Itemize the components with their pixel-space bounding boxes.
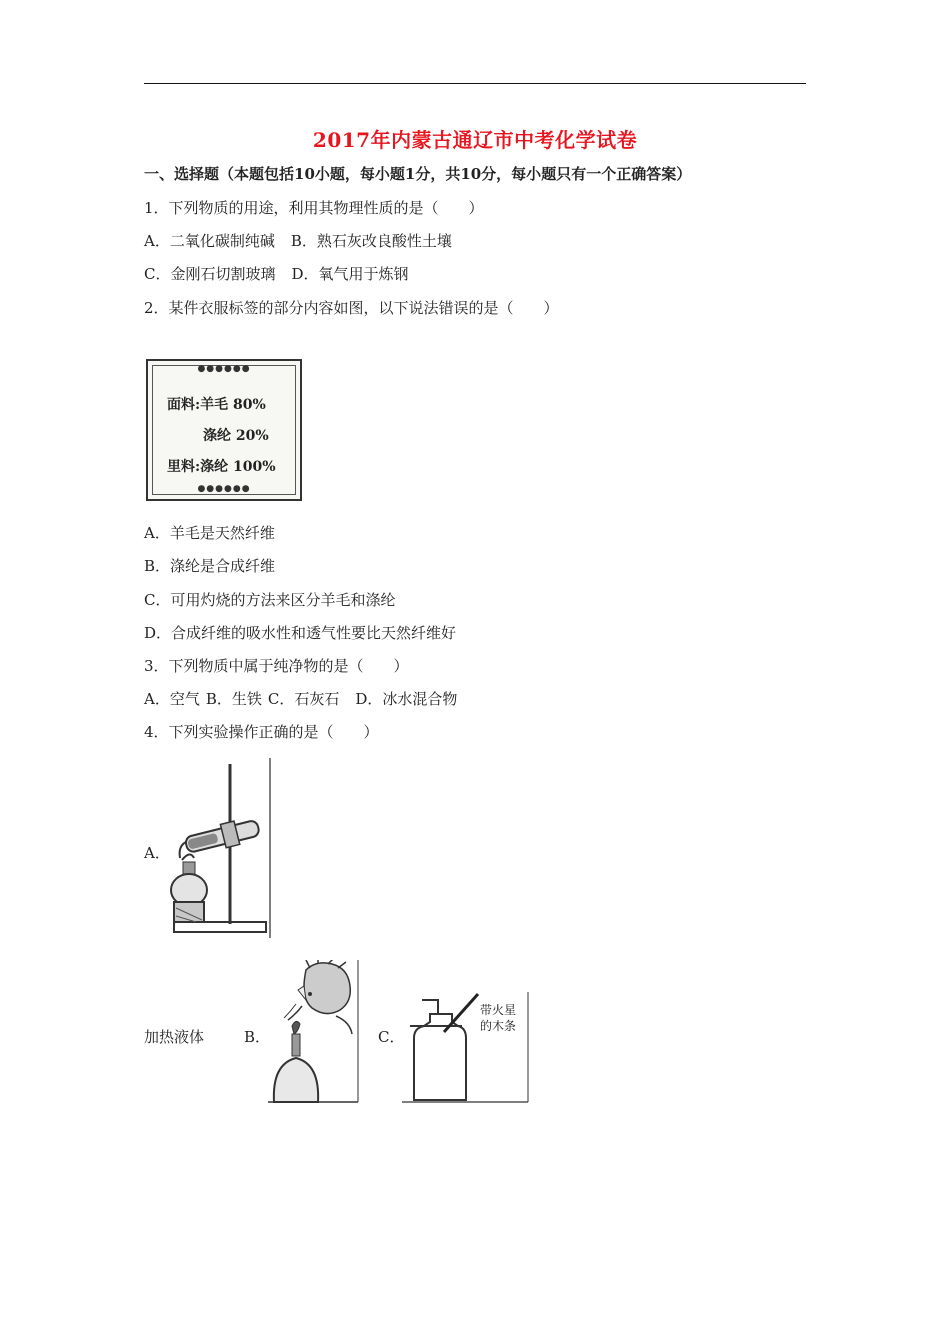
label-row-lining: 里料:涤纶 100% (167, 459, 276, 475)
question-1-option-b: B．熟石灰改良酸性土壤 (290, 232, 452, 250)
person-head (304, 963, 350, 1014)
question-2-option-d: D．合成纤维的吸水性和透气性要比天然纤维好 (144, 624, 457, 642)
splint-annotation-2: 的木条 (480, 1019, 517, 1033)
test-tube (184, 816, 262, 857)
delivery-tube (422, 1000, 438, 1014)
question-1-options-ab (144, 230, 452, 251)
question-2-stem: 2．某件衣服标签的部分内容如图，以下说法错误的是（ ） (144, 299, 559, 317)
question-1-stem: 1．下列物质的用途，利用其物理性质的是（ ） (144, 199, 484, 217)
question-1-option-d: D．氧气用于炼钢 (291, 265, 409, 283)
heating-liquid-figure (166, 758, 274, 940)
question-1-options-cd (144, 263, 409, 284)
question-2-option-b: B．涤纶是合成纤维 (144, 557, 276, 575)
label-bottom-dots: ●●●●●● (197, 484, 251, 494)
breath-lines (288, 1006, 302, 1020)
question-4-option-c-label: C． (378, 1028, 405, 1046)
clothing-label-border (152, 365, 296, 495)
splint-annotation-1: 带火星 (480, 1003, 517, 1017)
question-4-option-a-caption: 加热液体 (144, 1028, 205, 1046)
blow-out-lamp-figure (266, 960, 362, 1106)
question-3-stem: 3．下列物质中属于纯净物的是（ ） (144, 657, 409, 675)
lamp-wick (183, 862, 195, 874)
question-3-option-c: C．石灰石 (267, 690, 340, 708)
question-1-option-c: C．金刚石切割玻璃 (144, 265, 276, 283)
question-2-option-c: C．可用灼烧的方法来区分羊毛和涤纶 (144, 591, 396, 609)
question-3-option-d: D．冰水混合物 (355, 690, 458, 708)
stand-base (174, 922, 266, 932)
question-3-option-a: A．空气 (144, 690, 200, 708)
question-2-option-a: A．羊毛是天然纤维 (144, 524, 275, 542)
label-row-polyester: 涤纶 20% (203, 428, 269, 444)
question-4-option-a-label: A． (144, 844, 170, 862)
glowing-splint-figure (400, 992, 530, 1104)
lamp-wick (292, 1034, 300, 1056)
section-heading: 一、选择题（本题包括10小题，每小题1分，共10分，每小题只有一个正确答案） (144, 165, 692, 183)
question-4-option-b-label: B． (244, 1028, 271, 1046)
question-3-options (144, 688, 457, 709)
clothing-label-figure (146, 359, 302, 501)
label-row-fabric: 面料:羊毛 80% (167, 397, 266, 413)
flame (292, 1021, 300, 1034)
question-3-option-b: B．生铁 (205, 690, 262, 708)
page-title: 2017年内蒙古通辽市中考化学试卷 (312, 128, 638, 152)
question-1-option-a: A．二氧化碳制纯碱 (144, 232, 275, 250)
question-4-stem: 4．下列实验操作正确的是（ ） (144, 723, 379, 741)
label-top-dots: ●●●●●● (197, 364, 251, 374)
alcohol-lamp (274, 1058, 318, 1102)
header-rule (144, 83, 806, 84)
